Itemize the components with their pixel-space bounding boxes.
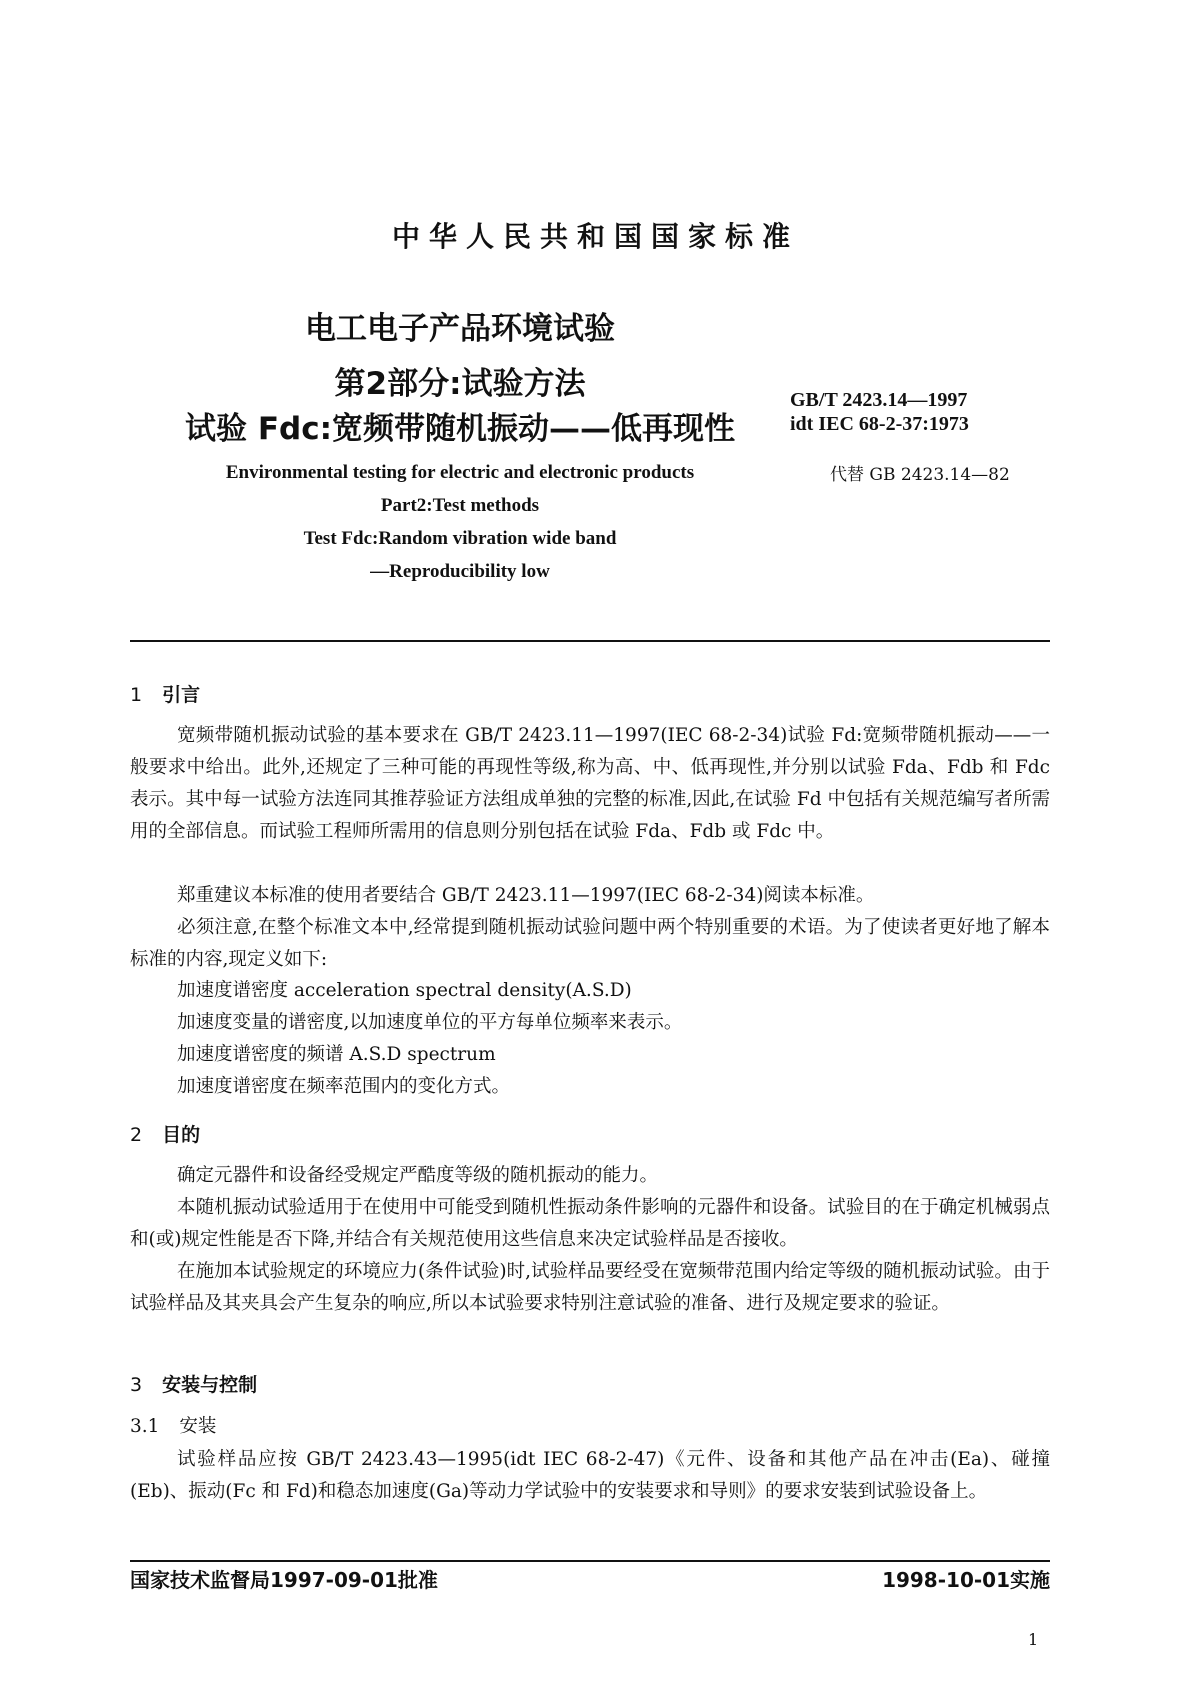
section-2-paragraph-2: 本随机振动试验适用于在使用中可能受到随机性振动条件影响的元器件和设备。试验目的在于确定机械弱点和(或)规定性能是否下降,并结合有关规范使用这些信息来决定试验样品是否接收。 bbox=[130, 1197, 1050, 1250]
bottom-divider bbox=[130, 1560, 1050, 1562]
section-number: 3 bbox=[130, 1374, 143, 1396]
term-2-definition: 加速度谱密度在频率范围内的变化方式。 bbox=[177, 1076, 511, 1097]
english-title-line-1: Environmental testing for electric and electronic products bbox=[225, 462, 695, 483]
section-title: 安装与控制 bbox=[162, 1374, 258, 1396]
subsection-3-1-heading bbox=[130, 1412, 216, 1438]
standard-number-block bbox=[790, 388, 969, 436]
term-1: 加速度谱密度 acceleration spectral density(A.S.D) bbox=[177, 980, 632, 1001]
page-number: 1 bbox=[1028, 1630, 1039, 1649]
section-1-heading bbox=[130, 680, 200, 707]
term-1-definition: 加速度变量的谱密度,以加速度单位的平方每单位频率来表示。 bbox=[177, 1012, 683, 1033]
standard-number: GB/T 2423.14—1997 bbox=[790, 389, 968, 411]
english-title-line-4: —Reproducibility low bbox=[370, 561, 550, 582]
section-title: 引言 bbox=[162, 684, 201, 706]
section-number: 2 bbox=[130, 1124, 143, 1146]
replaces-note: 代替 GB 2423.14—82 bbox=[830, 465, 1010, 485]
idt-reference: idt IEC 68-2-37:1973 bbox=[790, 413, 969, 435]
subsection-title: 安装 bbox=[179, 1416, 217, 1437]
approval-line: 国家技术监督局1997-09-01批准 bbox=[130, 1568, 438, 1592]
section-title: 目的 bbox=[162, 1124, 201, 1146]
section-number: 1 bbox=[130, 684, 143, 706]
section-2-paragraph-3: 在施加本试验规定的环境应力(条件试验)时,试验样品要经受在宽频带范围内给定等级的随机振动试验。由于试验样品及其夹具会产生复杂的响应,所以本试验要求特别注意试验的准备、进行及规定要求的验证。 bbox=[130, 1261, 1050, 1314]
section-2-heading bbox=[130, 1120, 200, 1147]
top-divider bbox=[130, 640, 1050, 642]
term-2: 加速度谱密度的频谱 A.S.D spectrum bbox=[177, 1044, 496, 1065]
section-1-paragraph-3: 必须注意,在整个标准文本中,经常提到随机振动试验问题中两个特别重要的术语。为了使读者更好地了解本标准的内容,现定义如下: bbox=[130, 917, 1050, 970]
chinese-title-line-3: 试验 Fdc:宽频带随机振动——低再现性 bbox=[185, 411, 735, 447]
english-title-line-3: Test Fdc:Random vibration wide band bbox=[303, 528, 617, 549]
section-1-paragraph-1: 宽频带随机振动试验的基本要求在 GB/T 2423.11—1997(IEC 68-2-34)试验 Fd:宽频带随机振动——一般要求中给出。此外,还规定了三种可能的再现性等级,称为高、中、低再现性,并分别以试验 Fda、Fdb 和 Fdc 表示。其中每一试验方法连同其推荐验证方法组成单独的完整的标准,因此,在试验 Fd 中包括有关规范编写者所需用的全部信息。而试验工程师所需用的信息则分别包括在试验 Fda、Fdb 或 Fdc 中。 bbox=[130, 725, 1050, 842]
section-3-heading bbox=[130, 1370, 257, 1397]
effective-date: 1998-10-01实施 bbox=[882, 1568, 1050, 1592]
chinese-title-line-1: 电工电子产品环境试验 bbox=[305, 311, 615, 347]
chinese-title-line-2: 第2部分:试验方法 bbox=[334, 366, 586, 402]
section-3-1-paragraph: 试验样品应按 GB/T 2423.43—1995(idt IEC 68-2-47)《元件、设备和其他产品在冲击(Ea)、碰撞(Eb)、振动(Fc 和 Fd)和稳态加速度(Ga)等动力学试验中的安装要求和导则》的要求安装到试验设备上。 bbox=[130, 1449, 1050, 1502]
subsection-number: 3.1 bbox=[130, 1416, 160, 1437]
section-1-paragraph-2: 郑重建议本标准的使用者要结合 GB/T 2423.11—1997(IEC 68-2-34)阅读本标准。 bbox=[177, 885, 875, 906]
national-standard-title: 中华人民共和国国家标准 bbox=[391, 220, 799, 253]
section-2-paragraph-1: 确定元器件和设备经受规定严酷度等级的随机振动的能力。 bbox=[177, 1165, 659, 1186]
english-title-line-2: Part2:Test methods bbox=[380, 495, 540, 516]
